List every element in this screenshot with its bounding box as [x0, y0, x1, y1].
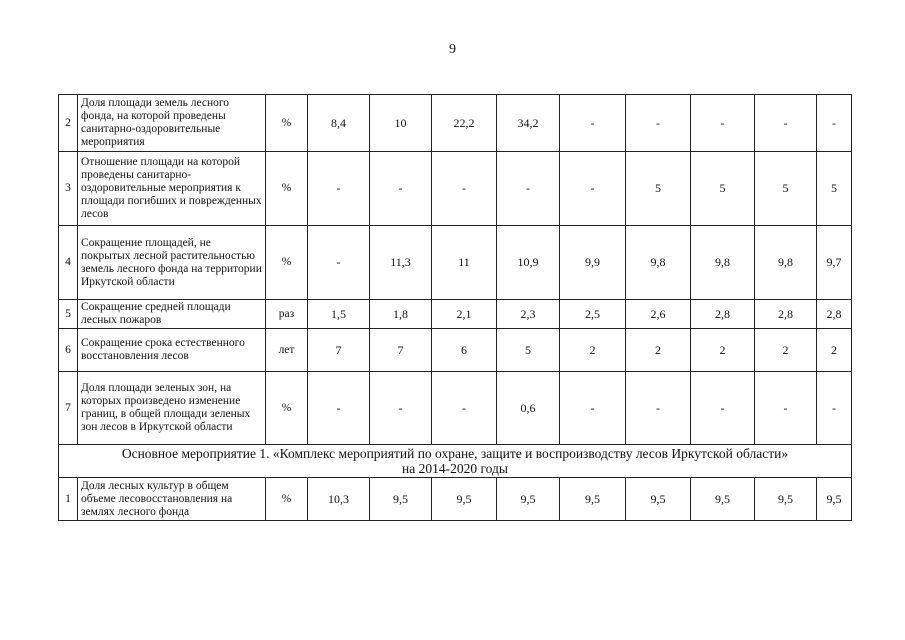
unit-cell: % — [266, 95, 308, 152]
value-cell: 2,8 — [755, 300, 817, 329]
indicator-name-cell: Доля площади зеленых зон, на которых произведено изменение границ, в общей площади зеленых зон лесов в Иркутской области — [78, 372, 266, 445]
row-number-cell: 1 — [59, 478, 78, 521]
value-cell: 2,5 — [560, 300, 626, 329]
value-cell: 5 — [497, 329, 560, 372]
value-cell: - — [560, 95, 626, 152]
value-cell: 9,5 — [755, 478, 817, 521]
value-cell: 2,1 — [432, 300, 497, 329]
value-cell: 2 — [755, 329, 817, 372]
value-cell: 5 — [755, 152, 817, 226]
section-title-line1: Основное мероприятие 1. «Комплекс мероприятий по охране, защите и воспроизводству лесов Иркутской области» — [121, 446, 789, 461]
value-cell: - — [432, 372, 497, 445]
value-cell: 2,3 — [497, 300, 560, 329]
indicator-name-cell: Сокращение срока естественного восстановления лесов — [78, 329, 266, 372]
value-cell: 5 — [817, 152, 852, 226]
table-row — [59, 300, 852, 329]
value-cell: - — [308, 152, 370, 226]
section-title-line2: на 2014-2020 годы — [402, 461, 508, 476]
value-cell: 2,6 — [626, 300, 691, 329]
value-cell: 9,7 — [817, 226, 852, 300]
value-cell: 6 — [432, 329, 497, 372]
value-cell: 2 — [691, 329, 755, 372]
value-cell: 1,8 — [370, 300, 432, 329]
value-cell: - — [370, 372, 432, 445]
value-cell: 11 — [432, 226, 497, 300]
unit-cell: лет — [266, 329, 308, 372]
unit-cell: % — [266, 226, 308, 300]
unit-cell: % — [266, 152, 308, 226]
row-number-cell: 2 — [59, 95, 78, 152]
value-cell: - — [755, 372, 817, 445]
section-header-row — [59, 445, 852, 478]
indicator-name-cell: Сокращение площадей, не покрытых лесной растительностью земель лесного фонда на территории Иркутской области — [78, 226, 266, 300]
value-cell: 8,4 — [308, 95, 370, 152]
value-cell: - — [817, 372, 852, 445]
value-cell: 7 — [308, 329, 370, 372]
value-cell: 7 — [370, 329, 432, 372]
value-cell: 9,5 — [626, 478, 691, 521]
value-cell: - — [560, 372, 626, 445]
table-row — [59, 152, 852, 226]
value-cell: - — [308, 226, 370, 300]
table-row — [59, 372, 852, 445]
table-row — [59, 329, 852, 372]
value-cell: 9,8 — [691, 226, 755, 300]
unit-cell: % — [266, 372, 308, 445]
row-number-cell: 5 — [59, 300, 78, 329]
value-cell: - — [755, 95, 817, 152]
value-cell: - — [370, 152, 432, 226]
unit-cell: % — [266, 478, 308, 521]
value-cell: 0,6 — [497, 372, 560, 445]
value-cell: 9,5 — [560, 478, 626, 521]
value-cell: - — [626, 372, 691, 445]
table-row — [59, 478, 852, 521]
row-number-cell: 4 — [59, 226, 78, 300]
value-cell: 9,5 — [432, 478, 497, 521]
value-cell: 5 — [691, 152, 755, 226]
value-cell: 9,5 — [691, 478, 755, 521]
value-cell: 10,3 — [308, 478, 370, 521]
value-cell: - — [626, 95, 691, 152]
value-cell: 9,9 — [560, 226, 626, 300]
page-number: 9 — [449, 42, 456, 57]
row-number-cell: 6 — [59, 329, 78, 372]
value-cell: - — [308, 372, 370, 445]
section-title — [59, 445, 852, 478]
value-cell: 10 — [370, 95, 432, 152]
indicator-name-cell: Сокращение средней площади лесных пожаров — [78, 300, 266, 329]
value-cell: - — [691, 95, 755, 152]
table-row — [59, 226, 852, 300]
value-cell: 9,5 — [370, 478, 432, 521]
value-cell: 11,3 — [370, 226, 432, 300]
value-cell: 5 — [626, 152, 691, 226]
value-cell: - — [560, 152, 626, 226]
value-cell: 9,5 — [497, 478, 560, 521]
value-cell: 10,9 — [497, 226, 560, 300]
indicator-name-cell: Доля лесных культур в общем объеме лесовосстановления на землях лесного фонда — [78, 478, 266, 521]
value-cell: 1,5 — [308, 300, 370, 329]
value-cell: 34,2 — [497, 95, 560, 152]
unit-cell: раз — [266, 300, 308, 329]
value-cell: 2,8 — [817, 300, 852, 329]
indicator-name-cell: Доля площади земель лесного фонда, на которой проведены санитарно-оздоровительные мероприятия — [78, 95, 266, 152]
row-number-cell: 3 — [59, 152, 78, 226]
value-cell: 2,8 — [691, 300, 755, 329]
value-cell: 9,8 — [755, 226, 817, 300]
value-cell: 9,5 — [817, 478, 852, 521]
value-cell: 2 — [560, 329, 626, 372]
value-cell: 2 — [626, 329, 691, 372]
value-cell: 2 — [817, 329, 852, 372]
value-cell: - — [497, 152, 560, 226]
indicators-table-body — [59, 95, 852, 521]
table-row — [59, 95, 852, 152]
row-number-cell: 7 — [59, 372, 78, 445]
value-cell: - — [432, 152, 497, 226]
value-cell: - — [817, 95, 852, 152]
value-cell: 9,8 — [626, 226, 691, 300]
value-cell: - — [691, 372, 755, 445]
indicator-name-cell: Отношение площади на которой проведены санитарно-оздоровительные мероприятия к площади погибших и поврежденных лесов — [78, 152, 266, 226]
indicators-table — [58, 94, 852, 521]
value-cell: 22,2 — [432, 95, 497, 152]
